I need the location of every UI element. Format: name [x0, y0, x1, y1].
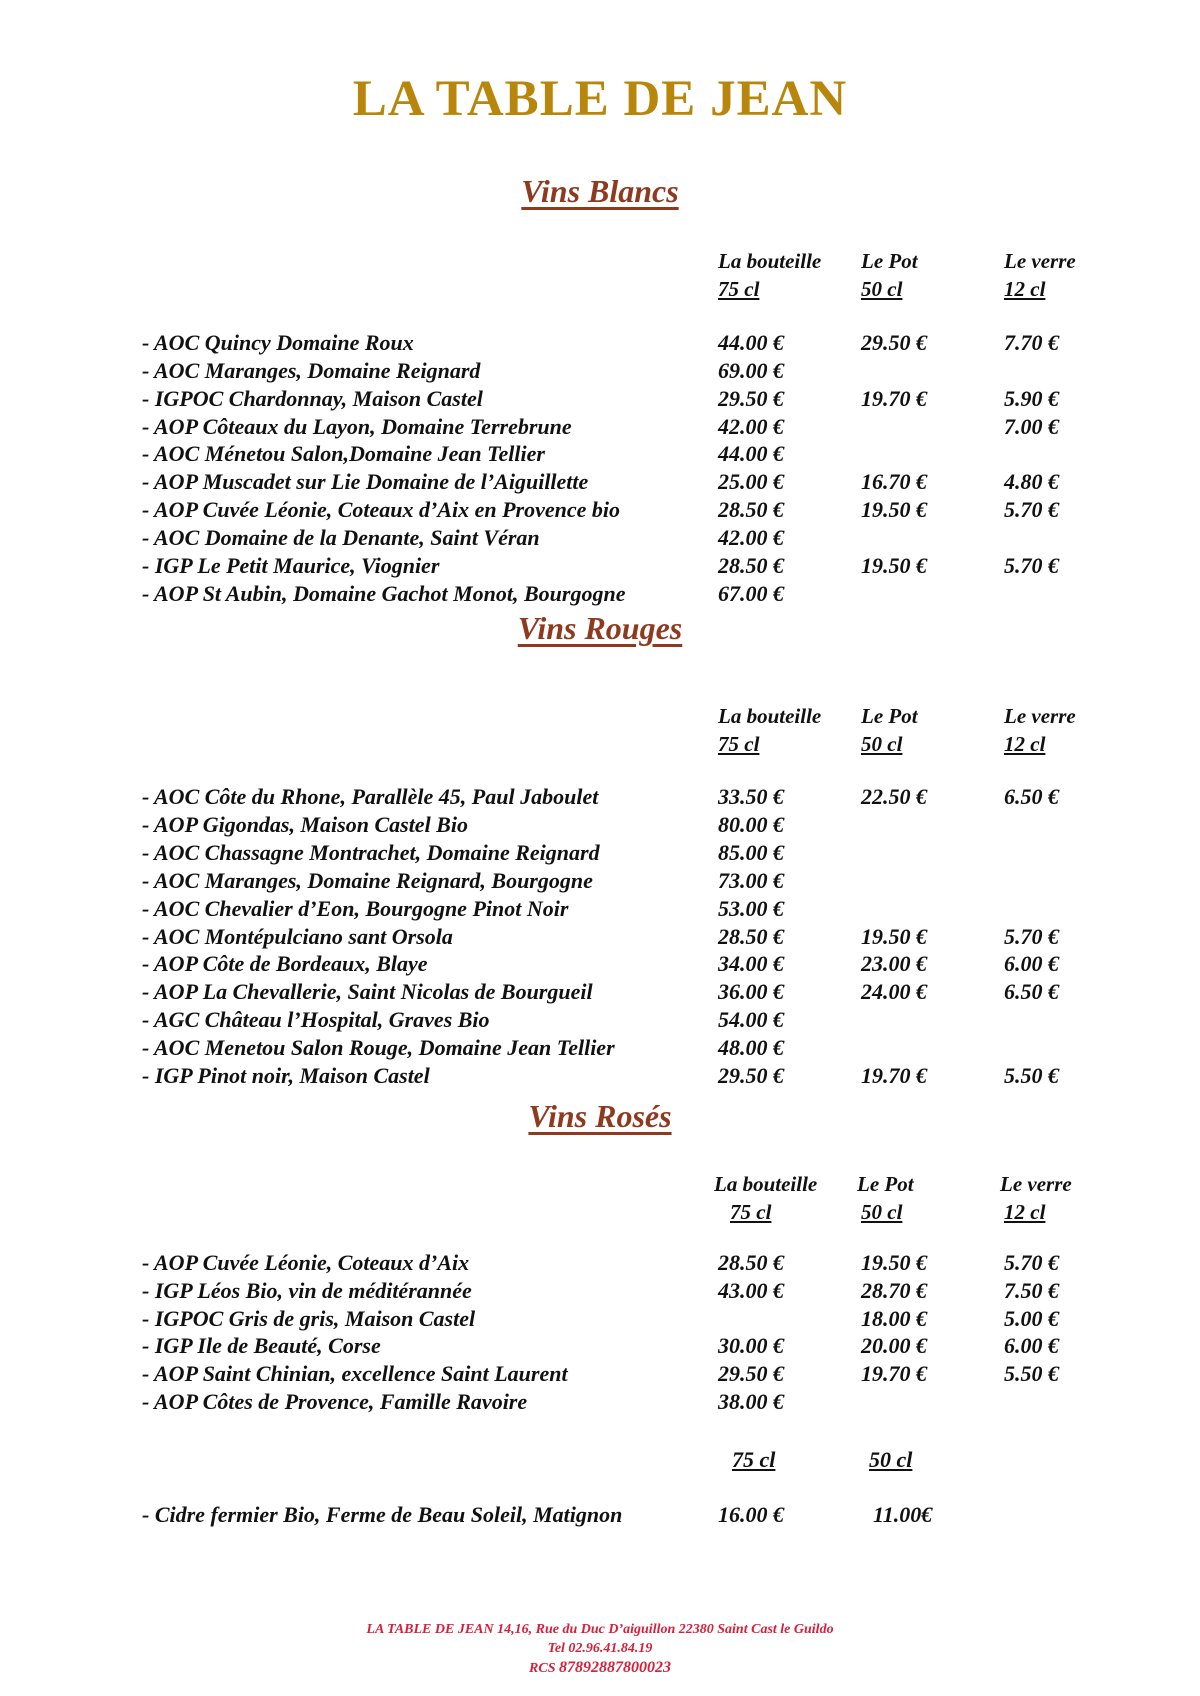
wine-row [0, 524, 1200, 552]
wine-row [0, 552, 1200, 580]
price-verre: 5.50 € [1004, 1361, 1059, 1387]
price-verre: 6.00 € [1004, 1333, 1059, 1359]
price-pot: 22.50 € [861, 784, 927, 809]
price-pot: 28.70 € [861, 1277, 927, 1303]
wine-row [0, 1305, 1200, 1333]
footer-rcs-number: 87892887800023 [558, 1659, 671, 1676]
price-bouteille: 34.00 € [718, 951, 784, 977]
cidre-size-75: 75 cl [732, 1447, 776, 1472]
header-bouteille [714, 1170, 817, 1226]
header-pot-label: Le Pot [861, 249, 918, 273]
wine-name: - AOP St Aubin, Domaine Gachot Monot, Bourgogne [142, 580, 626, 606]
header-bouteille-label: La bouteille [718, 249, 822, 273]
header-pot-label: Le Pot [857, 1172, 914, 1196]
wine-row [0, 385, 1200, 413]
wine-row [0, 1332, 1200, 1360]
wine-name: - AOP Côteaux du Layon, Domaine Terrebrune [142, 413, 572, 439]
wine-row [0, 1360, 1200, 1388]
wine-name: - AOC Montépulciano sant Orsola [142, 923, 453, 949]
price-pot: 19.70 € [861, 1063, 927, 1088]
price-bouteille: 85.00 € [718, 839, 784, 865]
restaurant-title: LA TABLE DE JEAN [352, 71, 848, 127]
wine-row [0, 950, 1200, 978]
wine-row [0, 895, 1200, 923]
wine-row [0, 1388, 1200, 1416]
wine-name: - IGP Pinot noir, Maison Castel [142, 1063, 430, 1088]
footer-tel: Tel 02.96.41.84.19 [547, 1641, 653, 1656]
price-pot: 19.50 € [861, 552, 927, 578]
wine-name: - AOP Cuvée Léonie, Coteaux d’Aix en Provence bio [142, 497, 621, 523]
wine-name: - AOP Saint Chinian, excellence Saint Laurent [142, 1361, 568, 1387]
header-pot-size: 50 cl [861, 1200, 903, 1224]
wine-name: - AOC Maranges, Domaine Reignard, Bourgogne [142, 867, 593, 893]
wine-row [0, 867, 1200, 895]
wine-row [0, 329, 1200, 357]
price-bouteille: 28.50 € [718, 552, 784, 578]
wine-name: - AOP Côte de Bordeaux, Blaye [142, 951, 428, 977]
price-verre: 6.50 € [1004, 979, 1059, 1005]
header-bouteille-size: 75 cl [730, 1200, 772, 1224]
cidre-row [0, 1501, 1200, 1529]
price-bouteille: 29.50 € [718, 1361, 784, 1387]
header-bouteille-label: La bouteille [714, 1172, 818, 1196]
price-verre: 5.70 € [1004, 552, 1059, 578]
price-bouteille: 38.00 € [718, 1389, 784, 1414]
price-bouteille: 54.00 € [718, 1007, 784, 1033]
cidre-price-50: 11.00€ [873, 1502, 933, 1527]
price-pot: 24.00 € [861, 979, 927, 1005]
header-bouteille [718, 702, 821, 758]
price-bouteille: 33.50 € [718, 784, 784, 809]
price-verre: 5.70 € [1004, 923, 1059, 949]
wine-name: - AOC Menetou Salon Rouge, Domaine Jean Tellier [142, 1035, 615, 1061]
price-pot: 18.00 € [861, 1305, 927, 1331]
header-verre-label: Le verre [1004, 704, 1076, 728]
header-bouteille-label: La bouteille [718, 704, 822, 728]
price-pot: 16.70 € [861, 469, 927, 495]
wine-name: - IGP Léos Bio, vin de méditérannée [142, 1277, 472, 1303]
section-title-blancs: Vins Blancs [521, 173, 679, 209]
price-bouteille: 73.00 € [718, 867, 784, 893]
wine-name: - AOP Côtes de Provence, Famille Ravoire [142, 1389, 528, 1414]
header-verre-label: Le verre [1004, 249, 1076, 273]
price-bouteille: 42.00 € [718, 413, 784, 439]
header-verre-size: 12 cl [1004, 1200, 1046, 1224]
wine-row [0, 978, 1200, 1006]
header-bouteille-size: 75 cl [718, 732, 760, 756]
wine-name: - IGP Ile de Beauté, Corse [142, 1333, 381, 1359]
wine-row [0, 783, 1200, 811]
wine-row [0, 839, 1200, 867]
footer-rcs [0, 1658, 1200, 1678]
price-bouteille: 80.00 € [718, 811, 784, 837]
section-title-roses: Vins Rosés [528, 1098, 672, 1134]
header-verre [1004, 702, 1076, 758]
price-verre: 7.50 € [1004, 1277, 1059, 1303]
header-pot [861, 247, 918, 303]
price-bouteille: 67.00 € [718, 580, 784, 606]
wine-row [0, 1034, 1200, 1062]
wine-name: - AOC Côte du Rhone, Parallèle 45, Paul Jaboulet [142, 784, 599, 809]
price-verre: 5.00 € [1004, 1305, 1059, 1331]
header-pot-size: 50 cl [861, 732, 903, 756]
wine-row [0, 413, 1200, 441]
price-bouteille: 53.00 € [718, 895, 784, 921]
wine-name: - AOC Chassagne Montrachet, Domaine Reignard [142, 839, 600, 865]
price-pot: 19.50 € [861, 497, 927, 523]
price-pot: 19.50 € [861, 1250, 927, 1275]
price-verre: 6.00 € [1004, 951, 1059, 977]
price-verre: 5.50 € [1004, 1063, 1059, 1088]
wine-row [0, 811, 1200, 839]
wine-row [0, 580, 1200, 608]
price-bouteille: 30.00 € [718, 1333, 784, 1359]
price-bouteille: 43.00 € [718, 1277, 784, 1303]
header-verre-label: Le verre [1000, 1172, 1072, 1196]
cidre-price-75: 16.00 € [718, 1502, 784, 1527]
header-bouteille-size: 75 cl [718, 277, 760, 301]
price-bouteille: 28.50 € [718, 923, 784, 949]
price-pot: 23.00 € [861, 951, 927, 977]
wine-row [0, 1062, 1200, 1090]
wine-row [0, 357, 1200, 385]
section-title-rouges: Vins Rouges [517, 610, 683, 646]
price-verre: 7.70 € [1004, 330, 1059, 355]
header-pot [861, 702, 918, 758]
price-pot: 19.70 € [861, 385, 927, 411]
price-bouteille: 29.50 € [718, 385, 784, 411]
price-bouteille: 28.50 € [718, 1250, 784, 1275]
wine-name: - AOC Domaine de la Denante, Saint Véran [142, 524, 540, 550]
header-pot-label: Le Pot [861, 704, 918, 728]
price-bouteille: 29.50 € [718, 1063, 784, 1088]
price-bouteille: 44.00 € [718, 441, 784, 467]
price-verre: 4.80 € [1004, 469, 1059, 495]
cidre-size-headers [0, 1446, 1200, 1474]
header-verre-size: 12 cl [1004, 277, 1046, 301]
footer-address: LA TABLE DE JEAN 14,16, Rue du Duc D’aiguillon 22380 Saint Cast le Guildo [366, 1622, 834, 1637]
price-verre: 7.00 € [1004, 413, 1059, 439]
wine-name: - IGPOC Gris de gris, Maison Castel [142, 1305, 476, 1331]
wine-row [0, 1249, 1200, 1277]
price-verre: 5.70 € [1004, 1250, 1059, 1275]
price-bouteille: 69.00 € [718, 357, 784, 383]
price-bouteille: 28.50 € [718, 497, 784, 523]
wine-name: - AOC Quincy Domaine Roux [142, 330, 414, 355]
wine-row [0, 1006, 1200, 1034]
price-verre: 6.50 € [1004, 784, 1059, 809]
footer-rcs-label: RCS [529, 1661, 556, 1676]
wine-name: - AOC Maranges, Domaine Reignard [142, 357, 481, 383]
wine-row [0, 923, 1200, 951]
wine-name: - AOC Chevalier d’Eon, Bourgogne Pinot Noir [142, 895, 569, 921]
wine-row [0, 1277, 1200, 1305]
price-pot: 19.50 € [861, 923, 927, 949]
wine-name: - IGPOC Chardonnay, Maison Castel [142, 385, 483, 411]
price-bouteille: 42.00 € [718, 524, 784, 550]
wine-name: - AOP Cuvée Léonie, Coteaux d’Aix [142, 1250, 470, 1275]
price-pot: 19.70 € [861, 1361, 927, 1387]
price-verre: 5.90 € [1004, 385, 1059, 411]
price-bouteille: 48.00 € [718, 1035, 784, 1061]
header-pot-size: 50 cl [861, 277, 903, 301]
header-bouteille [718, 247, 821, 303]
header-verre-size: 12 cl [1004, 732, 1046, 756]
header-pot [857, 1170, 914, 1226]
price-bouteille: 44.00 € [718, 330, 784, 355]
wine-name: - AOC Ménetou Salon,Domaine Jean Tellier [142, 441, 545, 467]
wine-name: - AOP La Chevallerie, Saint Nicolas de Bourgueil [142, 979, 593, 1005]
cidre-size-50: 50 cl [869, 1447, 913, 1472]
wine-name: - AOP Gigondas, Maison Castel Bio [142, 811, 468, 837]
header-verre [1000, 1170, 1072, 1226]
price-bouteille: 36.00 € [718, 979, 784, 1005]
price-pot: 29.50 € [861, 330, 927, 355]
wine-row [0, 496, 1200, 524]
price-verre: 5.70 € [1004, 497, 1059, 523]
price-bouteille: 25.00 € [718, 469, 784, 495]
wine-name: - AGC Château l’Hospital, Graves Bio [142, 1007, 490, 1033]
wine-name: - AOP Muscadet sur Lie Domaine de l’Aiguillette [142, 469, 589, 495]
wine-row [0, 468, 1200, 496]
price-pot: 20.00 € [861, 1333, 927, 1359]
cidre-name: - Cidre fermier Bio, Ferme de Beau Soleil, Matignon [142, 1502, 623, 1527]
header-verre [1004, 247, 1076, 303]
wine-row [0, 440, 1200, 468]
wine-name: - IGP Le Petit Maurice, Viognier [142, 552, 440, 578]
